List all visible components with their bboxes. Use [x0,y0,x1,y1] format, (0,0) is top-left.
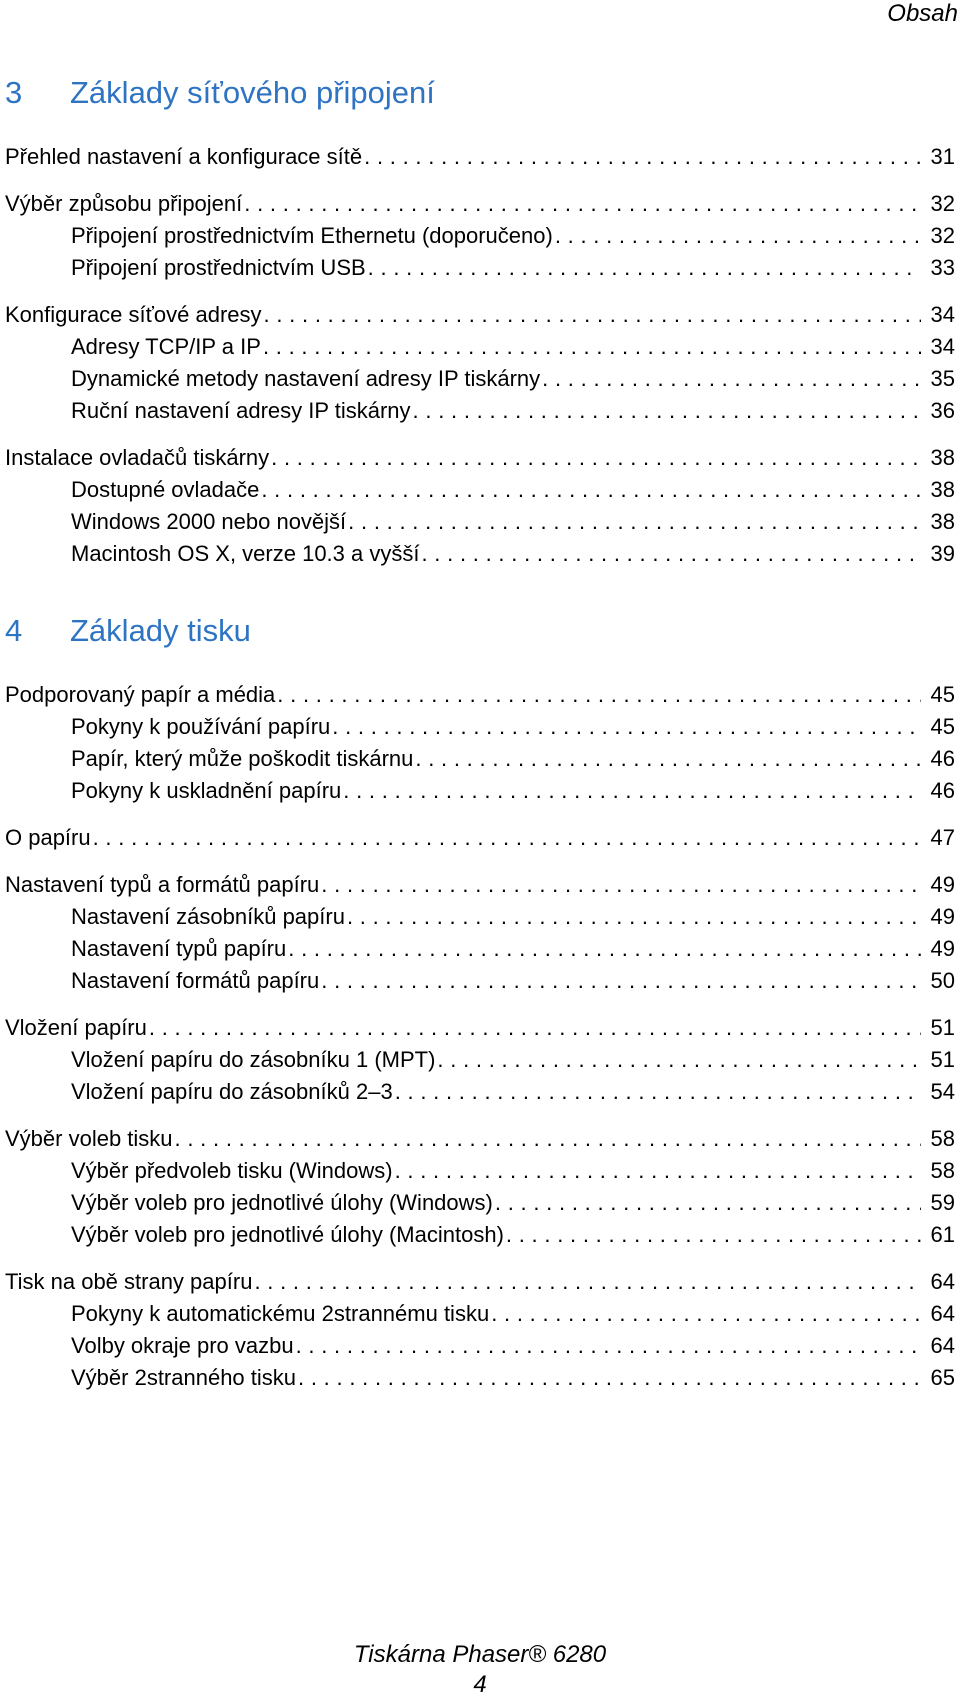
footer-page-number: 4 [473,1671,487,1698]
toc-group [5,679,955,807]
toc-page-number: 45 [930,714,955,739]
chapter-spacer [5,585,955,613]
toc-entry-title: Volby okraje pro vazbu [71,1333,294,1358]
toc-page-number: 64 [930,1333,955,1358]
toc-group [5,188,955,284]
toc-group [5,1123,955,1251]
toc-entry-title: Výběr způsobu připojení [5,191,243,216]
toc-entry[interactable] [5,1266,955,1298]
toc-subentry[interactable] [5,220,955,252]
toc-subentry[interactable] [5,1187,955,1219]
toc-entry-title: Tisk na obě strany papíru [5,1269,253,1294]
toc-entry-title: Výběr 2stranného tisku [71,1365,297,1390]
dot-leader [506,1219,921,1251]
toc-subentry[interactable] [5,474,955,506]
chapter-number: 4 [5,613,23,648]
toc-subentry[interactable] [5,965,955,997]
dot-leader [321,965,921,997]
toc-entry-title: Nastavení typů a formátů papíru [5,872,320,897]
toc-page-number: 32 [930,223,955,248]
dot-leader [395,1155,921,1187]
toc-subentry[interactable] [5,933,955,965]
toc-entry-title: O papíru [5,825,91,850]
toc-subentry[interactable] [5,775,955,807]
toc-subentry[interactable] [5,711,955,743]
toc-entry-title: Připojení prostřednictvím USB [71,255,366,280]
toc-page-number: 36 [930,398,955,423]
dot-leader [277,679,921,711]
dot-leader [254,1266,921,1298]
toc-subentry[interactable] [5,1330,955,1362]
toc-page-number: 50 [930,968,955,993]
toc-entry-title: Přehled nastavení a konfigurace sítě [5,144,363,169]
toc-page-number: 31 [930,144,955,169]
toc-entry[interactable] [5,1123,955,1155]
dot-leader [175,1123,921,1155]
toc-entry[interactable] [5,141,955,173]
toc-entry-title: Pokyny k používání papíru [71,714,331,739]
toc-entry-title: Pokyny k automatickému 2strannému tisku [71,1301,490,1326]
dot-leader [263,331,921,363]
toc-subentry[interactable] [5,901,955,933]
page-footer [0,1640,960,1700]
chapter-heading [5,613,955,657]
toc-entry-title: Výběr voleb pro jednotlivé úlohy (Windows) [71,1190,493,1215]
dot-leader [298,1362,921,1394]
toc-page-number: 49 [930,936,955,961]
toc-entry-title: Adresy TCP/IP a IP [71,334,261,359]
toc-page-number: 35 [930,366,955,391]
dot-leader [542,363,921,395]
toc-page-number: 64 [930,1301,955,1326]
toc-entry[interactable] [5,442,955,474]
dot-leader [149,1012,921,1044]
toc-page-number: 38 [930,445,955,470]
toc-subentry[interactable] [5,1298,955,1330]
dot-leader [368,252,921,284]
table-of-contents [5,75,955,1409]
chapter-title: Základy tisku [70,613,251,648]
toc-page-number: 47 [930,825,955,850]
toc-page-number: 61 [930,1222,955,1247]
running-header: Obsah [887,0,958,27]
toc-entry-title: Windows 2000 nebo novější [71,509,347,534]
dot-leader [343,775,921,807]
toc-entry[interactable] [5,188,955,220]
toc-page-number: 34 [930,334,955,359]
dot-leader [364,141,921,173]
toc-entry-title: Ruční nastavení adresy IP tiskárny [71,398,411,423]
chapter-number: 3 [5,75,23,110]
toc-page-number: 49 [930,872,955,897]
toc-entry[interactable] [5,679,955,711]
dot-leader [93,822,921,854]
toc-page-number: 34 [930,302,955,327]
toc-subentry[interactable] [5,252,955,284]
chapter-title: Základy síťového připojení [70,75,435,110]
toc-entry-title: Připojení prostřednictvím Ethernetu (doporučeno) [71,223,553,248]
toc-page-number: 32 [930,191,955,216]
dot-leader [421,538,921,570]
toc-entry-title: Dostupné ovladače [71,477,260,502]
toc-group [5,442,955,570]
toc-page-number: 33 [930,255,955,280]
toc-group [5,1012,955,1108]
dot-leader [288,933,921,965]
toc-entry[interactable] [5,299,955,331]
toc-subentry[interactable] [5,1219,955,1251]
dot-leader [395,1076,921,1108]
toc-entry-title: Instalace ovladačů tiskárny [5,445,270,470]
toc-page-number: 38 [930,477,955,502]
dot-leader [321,869,921,901]
toc-entry-title: Vložení papíru do zásobníku 1 (MPT) [71,1047,436,1072]
toc-page-number: 54 [930,1079,955,1104]
toc-entry-title: Nastavení zásobníků papíru [71,904,345,929]
toc-page-number: 51 [930,1015,955,1040]
toc-entry-title: Pokyny k uskladnění papíru [71,778,342,803]
dot-leader [296,1330,921,1362]
dot-leader [348,506,921,538]
toc-entry-title: Papír, který může poškodit tiskárnu [71,746,414,771]
dot-leader [437,1044,921,1076]
toc-entry-title: Podporovaný papír a média [5,682,276,707]
toc-page-number: 39 [930,541,955,566]
toc-page-number: 58 [930,1158,955,1183]
toc-page-number: 45 [930,682,955,707]
toc-page-number: 51 [930,1047,955,1072]
toc-page-number: 58 [930,1126,955,1151]
dot-leader [261,474,921,506]
toc-page-number: 38 [930,509,955,534]
dot-leader [264,299,921,331]
toc-page-number: 46 [930,746,955,771]
toc-entry-title: Výběr voleb tisku [5,1126,173,1151]
toc-subentry[interactable] [5,331,955,363]
toc-subentry[interactable] [5,1076,955,1108]
toc-entry-title: Macintosh OS X, verze 10.3 a vyšší [71,541,420,566]
toc-subentry[interactable] [5,1362,955,1394]
toc-group [5,141,955,173]
toc-entry[interactable] [5,1012,955,1044]
dot-leader [413,395,921,427]
toc-entry[interactable] [5,869,955,901]
toc-subentry[interactable] [5,538,955,570]
toc-entry-title: Nastavení formátů papíru [71,968,320,993]
toc-entry-title: Dynamické metody nastavení adresy IP tiskárny [71,366,541,391]
toc-page-number: 46 [930,778,955,803]
dot-leader [555,220,921,252]
toc-subentry[interactable] [5,1044,955,1076]
toc-entry-title: Nastavení typů papíru [71,936,287,961]
toc-page-number: 65 [930,1365,955,1390]
dot-leader [347,901,921,933]
toc-page-number: 64 [930,1269,955,1294]
toc-entry[interactable] [5,822,955,854]
toc-page-number: 49 [930,904,955,929]
toc-page-number: 59 [930,1190,955,1215]
toc-subentry[interactable] [5,395,955,427]
toc-group [5,822,955,854]
toc-subentry[interactable] [5,743,955,775]
dot-leader [415,743,921,775]
dot-leader [332,711,921,743]
toc-group [5,869,955,997]
toc-subentry[interactable] [5,363,955,395]
dot-leader [495,1187,921,1219]
toc-entry-title: Vložení papíru do zásobníků 2–3 [71,1079,393,1104]
toc-subentry[interactable] [5,506,955,538]
toc-group [5,1266,955,1394]
toc-entry-title: Konfigurace síťové adresy [5,302,262,327]
toc-entry-title: Výběr voleb pro jednotlivé úlohy (Macintosh) [71,1222,504,1247]
toc-subentry[interactable] [5,1155,955,1187]
footer-product-name: Tiskárna Phaser® 6280 [353,1641,607,1668]
toc-entry-title: Výběr předvoleb tisku (Windows) [71,1158,393,1183]
chapter-heading [5,75,955,119]
dot-leader [271,442,921,474]
toc-group [5,299,955,427]
dot-leader [244,188,921,220]
toc-entry-title: Vložení papíru [5,1015,147,1040]
dot-leader [491,1298,921,1330]
